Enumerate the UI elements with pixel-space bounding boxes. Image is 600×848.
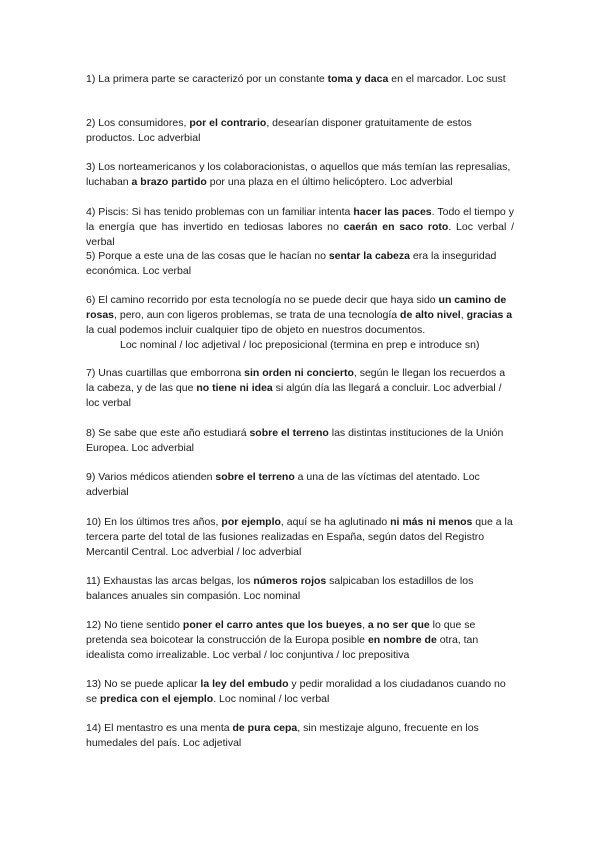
exercise-text (86, 426, 514, 456)
text-run: lo que se pretenda sea boicotear la construcción de la Europa posible (86, 619, 476, 646)
idiom-highlight: números rojos (253, 575, 327, 587)
text-run: 8) Se sabe que este año estudiará (86, 427, 250, 439)
exercise-text (86, 160, 514, 190)
text-run: era la inseguridad económica. Loc verbal (86, 250, 497, 277)
idiom-highlight: hacer las paces (353, 206, 432, 218)
exercise-item-13 (86, 677, 514, 707)
text-run: 2) Los consumidores, (86, 117, 190, 129)
text-run: 3) Los norteamericanos y los colaboracionistas, o aquellos que más temían las represalias, luchaban (86, 161, 511, 188)
exercise-item-8 (86, 426, 514, 456)
idiom-highlight: sin orden ni concierto (244, 367, 354, 379)
exercise-item-5 (86, 249, 514, 279)
exercise-text (86, 293, 514, 338)
exercise-text (86, 205, 514, 250)
text-run: la cual podemos incluir cualquier tipo de objeto en nuestros documentos. (86, 324, 426, 336)
exercise-item-2 (86, 116, 514, 146)
text-run: 1) La primera parte se caracterizó por un constante (86, 73, 328, 85)
idiom-highlight: sentar la cabeza (328, 250, 410, 262)
idiom-highlight: sobre el terreno (215, 471, 295, 483)
text-run: que a la tercera parte del total de las fusiones realizadas en España, según datos del Registro Mercantil Central. Loc adverbial / loc adverbial (86, 516, 513, 558)
exercise-item-10 (86, 515, 514, 560)
text-run: salpicaban los estadillos de los balances anuales sin compasión. Loc nominal (86, 575, 474, 602)
exercise-text (86, 116, 514, 146)
exercise-item-3 (86, 160, 514, 190)
exercise-text (86, 574, 514, 604)
text-run: . Todo el tiempo y la energía que has invertido en tediosas labores no (86, 206, 514, 233)
idiom-highlight: por ejemplo (221, 516, 281, 528)
text-run: , desearían disponer gratuitamente de estos productos. Loc adverbial (86, 117, 472, 144)
text-run: 13) No se puede aplicar (86, 678, 201, 690)
text-run: . Loc nominal / loc verbal (213, 693, 330, 705)
exercise-item-14 (86, 721, 514, 751)
idiom-highlight: poner el carro antes que los bueyes (182, 619, 363, 631)
text-run: si algún día las llegará a concluir. Loc adverbial / loc verbal (86, 382, 502, 409)
exercise-text (86, 72, 514, 87)
text-run: . Loc verbal / verbal (86, 221, 514, 248)
text-run: , sin mestizaje alguno, frecuente en los humedales del país. Loc adjetival (86, 722, 479, 749)
exercise-item-7 (86, 366, 514, 411)
exercise-item-1 (86, 72, 514, 87)
text-run: por una plaza en el último helicóptero. Loc adverbial (206, 176, 453, 188)
text-run: , (362, 619, 368, 631)
idiom-highlight: no tiene ni idea (196, 382, 273, 394)
exercise-text (86, 618, 514, 663)
exercise-item-6 (86, 293, 514, 353)
exercise-text (86, 677, 514, 707)
text-run: y pedir moralidad a los ciudadanos cuando no se (86, 678, 506, 705)
exercise-text (86, 515, 514, 560)
idiom-highlight: predica con el ejemplo (100, 693, 214, 705)
text-run: 14) El mentastro es una menta (86, 722, 233, 734)
idiom-highlight: a brazo partido (131, 176, 207, 188)
idiom-highlight: sobre el terreno (249, 427, 329, 439)
exercise-item-12 (86, 618, 514, 663)
text-run: , aquí se ha aglutinado (280, 516, 391, 528)
idiom-highlight: por el contrario (189, 117, 267, 129)
idiom-highlight: un camino de rosas (86, 294, 507, 321)
exercise-text (86, 721, 514, 751)
idiom-highlight: ni más ni menos (390, 516, 473, 528)
exercise-text (86, 366, 514, 411)
text-run: 6) El camino recorrido por esta tecnología no se puede decir que haya sido (86, 294, 439, 306)
text-run: en el marcador. Loc sust (388, 73, 506, 85)
text-run: , (460, 309, 467, 321)
idiom-highlight: a no ser que (367, 619, 430, 631)
text-run: , según le llegan los recuerdos a la cabeza, y de las que (86, 367, 506, 394)
idiom-highlight: toma y daca (327, 73, 389, 85)
idiom-highlight: la ley del embudo (200, 678, 289, 690)
text-run: 7) Unas cuartillas que emborrona (86, 367, 245, 379)
idiom-highlight: de pura cepa (232, 722, 298, 734)
idiom-highlight: en nombre de (367, 634, 437, 646)
text-run: a una de las víctimas del atentado. Loc adverbial (86, 471, 480, 498)
exercise-text (86, 249, 514, 279)
text-run: 4) Piscis: Si has tenido problemas con un familiar intenta (86, 206, 354, 218)
text-run: las distintas instituciones de la Unión Europea. Loc adverbial (86, 427, 504, 454)
classification-line: Loc nominal / loc adjetival / loc preposicional (termina en prep e introduce sn) (120, 339, 480, 351)
idiom-highlight: de alto nivel (400, 309, 461, 321)
exercise-item-9 (86, 470, 514, 500)
exercise-item-11 (86, 574, 514, 604)
exercise-text (86, 470, 514, 500)
text-run: 9) Varios médicos atienden (86, 471, 216, 483)
idiom-highlight: gracias a (466, 309, 513, 321)
text-run: otra, tan idealista como irrealizable. Loc verbal / loc conjuntiva / loc prepositiva (86, 634, 479, 661)
text-run: 10) En los últimos tres años, (86, 516, 222, 528)
text-run: 12) No tiene sentido (86, 619, 183, 631)
text-run: 11) Exhaustas las arcas belgas, los (86, 575, 254, 587)
idiom-highlight: caerán en saco roto (343, 221, 449, 233)
exercise-item-4 (86, 205, 514, 250)
text-run: 5) Porque a este una de las cosas que le hacían no (86, 250, 329, 262)
text-run: , pero, aun con ligeros problemas, se trata de una tecnología (114, 309, 401, 321)
